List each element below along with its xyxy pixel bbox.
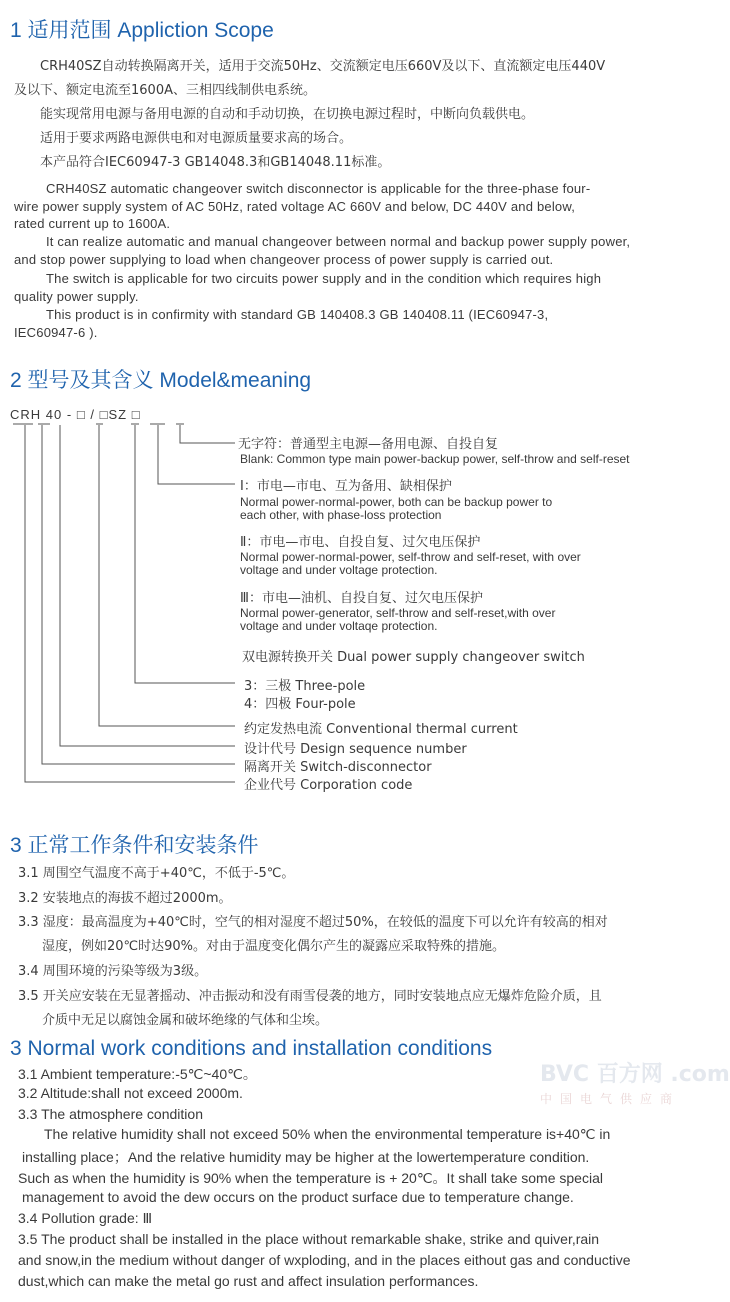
watermark-logo: BVC 百方网 .com (540, 1062, 730, 1087)
condition-en-line: 3.2 Altitude:shall not exceed 2000m. (18, 1085, 243, 1101)
scope-en-line: This product is in confirmity with standard GB 140408.3 GB 140408.11 (IEC60947-3, (46, 307, 549, 322)
scope-cn-line: 及以下、额定电流至1600A、三相四线制供电系统。 (14, 83, 316, 98)
meaning-switch-disconnector: 隔离开关 Switch-disconnector (244, 760, 432, 775)
condition-en-line: The relative humidity shall not exceed 50% when the environmental temperature is+40℃ in (44, 1126, 611, 1142)
meaning-en: Normal power-normal-power, self-throw and self-reset, with over (240, 550, 581, 564)
code-current-box: □ (76, 407, 86, 422)
condition-en-line: management to avoid the dew occurs on the product surface due to temperature change. (22, 1189, 574, 1205)
model-code (10, 407, 141, 422)
scope-en-line: quality power supply. (14, 289, 139, 304)
code-sz: SZ (108, 407, 128, 422)
condition-en-line: Such as when the humidity is 90% when the temperature is + 20℃。It shall take some special (18, 1170, 603, 1186)
condition-cn-line: 3.2 安装地点的海拔不超过2000m。 (18, 891, 232, 906)
condition-cn-line: 3.4 周围环境的污染等级为3级。 (18, 964, 208, 979)
code-dash: - (66, 407, 73, 422)
meaning-design-number: 设计代号 Design sequence number (244, 742, 467, 757)
meaning-en: Blank: Common type main power-backup power, self-throw and self-reset (240, 452, 630, 466)
code-type-box: □ (131, 407, 141, 422)
condition-cn-line: 介质中无足以腐蚀金属和破坏绝缘的气体和尘埃。 (42, 1013, 329, 1028)
scope-en-line: and stop power supplying to load when changeover process of power supply is carried out. (14, 252, 554, 267)
scope-cn-line: 适用于要求两路电源供电和对电源质量要求高的场合。 (40, 131, 353, 146)
section-2-title: 2 型号及其含义 Model&meaning (10, 369, 312, 392)
code-poles-box: □ (99, 407, 109, 422)
meaning-corporation-code: 企业代号 Corporation code (244, 778, 413, 793)
meaning-three-pole: 3：三极 Three-pole (244, 679, 366, 694)
meaning-cn: Ⅰ：市电—市电、互为备用、缺相保护 (240, 479, 452, 494)
meaning-en: each other, with phase-loss protection (240, 508, 442, 522)
section-3-title-en: 3 Normal work conditions and installation conditions (10, 1037, 493, 1060)
scope-cn-line: 本产品符合IEC60947-3 GB14048.3和GB14048.11标准。 (40, 155, 391, 170)
code-corporation: CRH (10, 407, 42, 422)
scope-en-line: The switch is applicable for two circuits power supply and in the condition which requires high (46, 271, 602, 286)
meaning-cn: Ⅲ：市电—油机、自投自复、过欠电压保护 (240, 591, 483, 606)
meaning-en: voltage and under voltage protection. (240, 563, 438, 577)
scope-en-line: wire power supply system of AC 50Hz, rated voltage AC 660V and below, DC 440V and below, (14, 199, 576, 214)
meaning-thermal-current: 约定发热电流 Conventional thermal current (244, 722, 518, 737)
meaning-cn: 无字符：普通型主电源—备用电源、自投自复 (238, 437, 499, 452)
code-design-number: 40 (45, 407, 63, 422)
code-slash: / (90, 407, 95, 422)
condition-cn-line: 3.5 开关应安装在无显著摇动、冲击振动和没有雨雪侵袭的地方，同时安装地点应无爆炸危险介质，且 (18, 989, 602, 1004)
meaning-four-pole: 4：四极 Four-pole (244, 697, 356, 712)
condition-cn-line: 3.3 湿度：最高温度为+40℃时，空气的相对湿度不超过50%，在较低的温度下可以允许有较高的相对 (18, 915, 608, 930)
condition-en-line: dust,which can make the metal go rust and affect insulation performances. (18, 1273, 479, 1289)
condition-en-line: and snow,in the medium without danger of wxploding, and in the places eithout gas and conductive (18, 1252, 631, 1268)
condition-en-line: 3.3 The atmosphere condition (18, 1106, 203, 1122)
scope-en-line: IEC60947-6 ). (14, 325, 98, 340)
meaning-en: Normal power-generator, self-throw and self-reset,with over (240, 606, 556, 620)
scope-en-line: rated current up to 1600A. (14, 216, 171, 231)
meaning-en: Normal power-normal-power, both can be backup power to (240, 495, 553, 509)
meaning-dual-power: 双电源转换开关 Dual power supply changeover switch (242, 650, 585, 665)
scope-cn-line: CRH40SZ自动转换隔离开关，适用于交流50Hz、交流额定电压660V及以下、直流额定电压440V (40, 59, 606, 74)
section-1-title: 1 适用范围 Appliction Scope (10, 19, 274, 42)
condition-en-line: 3.4 Pollution grade: Ⅲ (18, 1210, 153, 1226)
meaning-cn: Ⅱ：市电—市电、自投自复、过欠电压保护 (240, 535, 481, 550)
scope-en-line: It can realize automatic and manual changeover between normal and backup power supply power, (46, 234, 631, 249)
condition-cn-line: 3.1 周围空气温度不高于+40℃，不低于-5℃。 (18, 866, 295, 881)
meaning-en: voltage and under voltaqe protection. (240, 619, 438, 633)
condition-en-line: 3.5 The product shall be installed in the place without remarkable shake, strike and quiver,rain (18, 1231, 600, 1247)
watermark-subtitle: 中国电气供应商 (540, 1092, 681, 1106)
condition-en-line: 3.1 Ambient temperature:-5℃~40℃。 (18, 1066, 257, 1082)
scope-cn-line: 能实现常用电源与备用电源的自动和手动切换，在切换电源过程时，中断向负载供电。 (40, 107, 535, 122)
section-3-title-cn: 3 正常工作条件和安装条件 (10, 834, 259, 857)
condition-cn-line: 湿度，例如20℃时达90%。对由于温度变化偶尔产生的凝露应采取特殊的措施。 (42, 939, 506, 954)
scope-en-line: CRH40SZ automatic changeover switch disconnector is applicable for the three-phase four- (46, 181, 591, 196)
condition-en-line: installing place；And the relative humidity may be higher at the lowertemperature condition. (22, 1149, 590, 1165)
